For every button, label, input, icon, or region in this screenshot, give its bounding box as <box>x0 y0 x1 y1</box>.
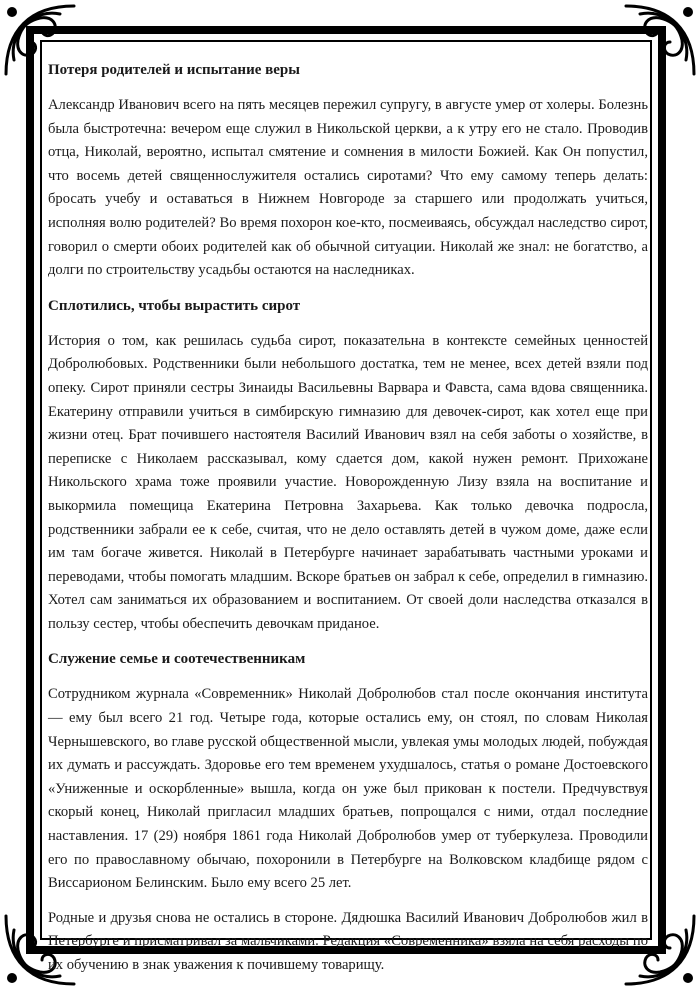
section-loss-of-parents <box>48 58 648 283</box>
section-orphans <box>48 294 648 637</box>
paragraph: Александр Иванович всего на пять месяцев пережил супругу, в августе умер от холеры. Болезнь была быстротечна: вечером еще служил в Никольской церкви, а к утру его не стало. Проводив отца, Николай, вероятно, испытал смятение и сомнения в милости Божией. Как Он попустил, что восемь детей священнослужителя остались сиротами? Что ему самому теперь делать: бросать учебу и оставаться в Нижнем Новгороде за старшего или продолжать учиться, исполняя волю родителей? Во время похорон кое-кто, посмеиваясь, обсуждал наследство сирот, говорил о смерти обоих родителей как об обычной ситуации. Николай же знал: не богатство, а долги по строительству усадьбы остаются на наследниках. <box>48 97 648 279</box>
paragraph: Родные и друзья снова не остались в стороне. Дядюшка Василий Иванович Добролюбов жил в Петербурге и присматривал за мальчиками. Редакция «Современника» взяла на себя расходы по их обучению в знак уважения к почившему товарищу. <box>48 909 648 973</box>
section-heading: Сплотились, чтобы вырастить сирот <box>48 297 301 314</box>
paragraph: Сотрудником журнала «Современник» Николай Добролюбов стал после окончания института — ему был всего 21 год. Четыре года, которые остались ему, он стоял, по словам Николая Чернышевского, во главе русской общественной мысли, увлекая умы молодых людей, побуждая их думать и рассуждать. Здоровье его тем временем ухудшалось, статья о романе Достоевского «Униженные и оскорбленные» вышла, когда он уже был прикован к постели. Предчувствуя скорый конец, Николай пригласил младших братьев, попрощался с ними, отдал последние наставления. 17 (29) ноября 1861 года Николай Добролюбов умер от туберкулеза. Проводили его по православному обычаю, похоронили в Петербурге на Волковском кладбище рядом с Виссарионом Белинским. Было ему всего 25 лет. <box>48 686 648 892</box>
article-body <box>48 58 648 973</box>
paragraph: История о том, как решилась судьба сирот, показательна в контексте семейных ценностей Добролюбовых. Родственники были небольшого достатка, тем не менее, всех детей взяли под опеку. Сирот приняли сестры Зинаиды Васильевны Варвара и Фавста, сама вдова священника. Екатерину отправили учиться в симбирскую гимназию для девочек-сирот, как хотел еще при жизни отец. Брат почившего настоятеля Василий Иванович взял на себя заботы о хозяйстве, в переписке с Николаем рассказывал, кому сдается дом, какой нужен ремонт. Прихожане Никольского храма тоже проявили участие. Новорожденную Лизу взяла на воспитание и выкормила помещица Екатерина Петровна Захарьева. Как только девочка подросла, родственники забрали ее к себе, считая, что не дело оставлять детей в чужом доме, даже если им там богаче живется. Николай в Петербурге начинает зарабатывать частными уроками и переводами, чтобы помогать младшим. Вскоре братьев он забрал к себе, определил в гимназию. Хотел сам заниматься их образованием и воспитанием. От своей доли наследства отказался в пользу сестер, чтобы обеспечить девочкам приданое. <box>48 332 648 632</box>
section-service <box>48 647 648 977</box>
section-heading: Служение семье и соотечественникам <box>48 651 306 668</box>
section-heading: Потеря родителей и испытание веры <box>48 62 300 78</box>
